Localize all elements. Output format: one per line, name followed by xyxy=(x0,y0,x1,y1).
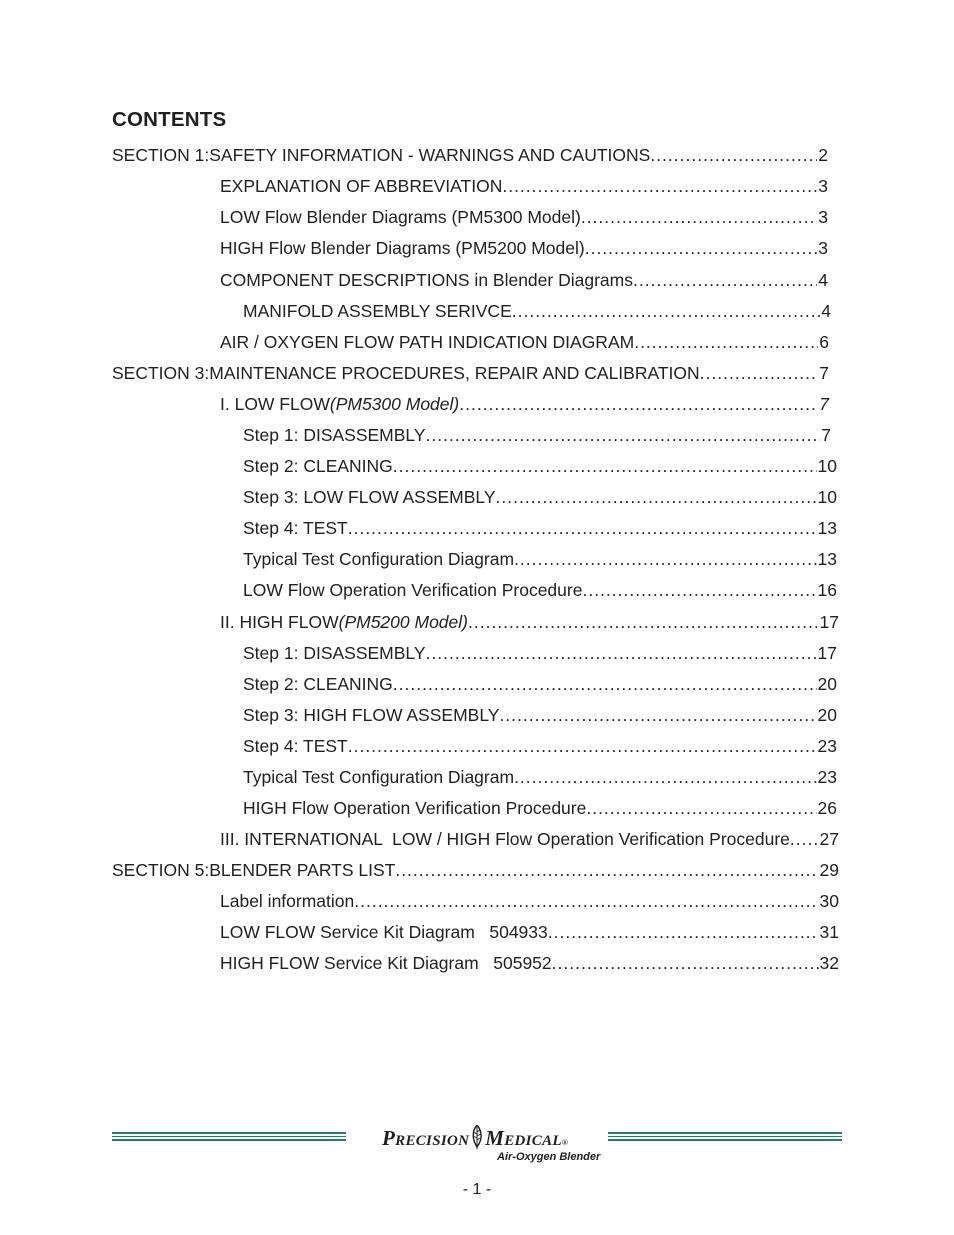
toc-leader-dots xyxy=(468,612,819,633)
toc-entry-title: LOW FLOW Service Kit Diagram 504933 xyxy=(220,922,548,942)
logo-wordmark xyxy=(382,1125,568,1151)
toc-entry[interactable] xyxy=(243,643,837,665)
toc-leader-dots xyxy=(512,301,821,322)
toc-leader-dots xyxy=(459,394,818,415)
toc-entry-title: I. LOW FLOW xyxy=(220,394,330,414)
toc-entry[interactable] xyxy=(220,829,839,851)
toc-page-number: 7 xyxy=(819,394,829,414)
logo-word-edical: EDICAL xyxy=(504,1133,562,1149)
toc-entry-title: EXPLANATION OF ABBREVIATION xyxy=(220,176,503,196)
toc-leader-dots xyxy=(348,736,817,757)
toc-entry-title: Step 1: DISASSEMBLY xyxy=(243,643,426,663)
toc-leader-dots xyxy=(499,705,816,726)
toc-page-number: 32 xyxy=(819,953,839,973)
toc-leader-dots xyxy=(581,207,817,228)
toc-entry[interactable] xyxy=(243,456,837,478)
toc-entry[interactable] xyxy=(220,612,839,634)
logo-initial-p: P xyxy=(382,1126,396,1150)
toc-entry[interactable] xyxy=(112,860,839,882)
toc-leader-dots xyxy=(348,518,817,539)
toc-leader-dots xyxy=(790,829,819,850)
toc-entry[interactable] xyxy=(243,549,837,571)
toc-entry[interactable] xyxy=(243,767,837,789)
toc-entry-title: Step 1: DISASSEMBLY xyxy=(243,425,426,445)
toc-entry[interactable] xyxy=(243,674,837,696)
toc-section-prefix: SECTION 3: xyxy=(112,363,210,383)
toc-page-number: 3 xyxy=(818,207,828,227)
toc-page-number: 30 xyxy=(819,891,839,911)
toc-page-number: 20 xyxy=(817,674,837,694)
toc-leader-dots xyxy=(426,425,821,446)
footer-rule-left xyxy=(112,1132,346,1144)
toc-entry[interactable] xyxy=(220,922,839,944)
toc-section-prefix: SECTION 1: xyxy=(112,145,210,165)
toc-page-number: 27 xyxy=(819,829,839,849)
toc-entry-title: Typical Test Configuration Diagram xyxy=(243,549,515,569)
toc-entry-title: MAINTENANCE PROCEDURES, REPAIR AND CALIBRATION xyxy=(209,363,700,383)
toc-entry[interactable] xyxy=(243,425,831,447)
toc-entry-title: Step 2: CLEANING xyxy=(243,456,393,476)
toc-page-number: 4 xyxy=(818,270,828,290)
toc-entry-title: SAFETY INFORMATION - WARNINGS AND CAUTIONS xyxy=(209,145,651,165)
toc-page-number: 10 xyxy=(817,456,837,476)
toc-page-number: 13 xyxy=(817,549,837,569)
toc-leader-dots xyxy=(514,549,816,570)
toc-page-number: 29 xyxy=(819,860,839,880)
toc-entry[interactable] xyxy=(243,518,837,540)
toc-leader-dots xyxy=(650,145,817,166)
toc-model-note: (PM5200 Model) xyxy=(338,612,468,632)
toc-entry[interactable] xyxy=(243,798,837,820)
toc-leader-dots xyxy=(548,922,819,943)
toc-entry[interactable] xyxy=(220,332,829,354)
toc-entry[interactable] xyxy=(112,363,829,385)
registered-trademark: ® xyxy=(561,1138,569,1147)
toc-entry-title: II. HIGH FLOW xyxy=(220,612,339,632)
toc-entry-title: Step 3: LOW FLOW ASSEMBLY xyxy=(243,487,496,507)
toc-model-note: (PM5300 Model) xyxy=(329,394,460,414)
toc-entry-title: HIGH Flow Operation Verification Procedure xyxy=(243,798,587,818)
logo-initial-m: M xyxy=(485,1126,505,1150)
toc-entry[interactable] xyxy=(220,270,828,292)
toc-entry[interactable] xyxy=(220,891,839,913)
toc-leader-dots xyxy=(582,580,816,601)
toc-entry-title: HIGH FLOW Service Kit Diagram 505952 xyxy=(220,953,552,973)
toc-page-number: 17 xyxy=(819,612,839,632)
logo-word-recision: RECISION xyxy=(395,1133,470,1149)
toc-entry[interactable] xyxy=(243,580,837,602)
toc-entry-title: III. INTERNATIONAL LOW / HIGH Flow Operation Verification Procedure xyxy=(220,829,790,849)
toc-page-number: 23 xyxy=(817,736,837,756)
toc-page-number: 7 xyxy=(819,363,829,383)
toc-entry-title: HIGH Flow Blender Diagrams (PM5200 Model) xyxy=(220,238,585,258)
toc-entry-title: Label information xyxy=(220,891,355,911)
toc-leader-dots xyxy=(426,643,817,664)
toc-page-number: 16 xyxy=(817,580,837,600)
toc-leader-dots xyxy=(496,487,817,508)
toc-page-number: 31 xyxy=(819,922,839,942)
toc-leader-dots xyxy=(634,332,818,353)
toc-entry[interactable] xyxy=(220,953,839,975)
toc-page-number: 10 xyxy=(817,487,837,507)
page-number: - 1 - xyxy=(462,1181,492,1198)
toc-page-number: 13 xyxy=(817,518,837,538)
toc-entry-title: LOW Flow Blender Diagrams (PM5300 Model) xyxy=(220,207,581,227)
toc-page-number: 3 xyxy=(818,176,828,196)
toc-leader-dots xyxy=(552,953,819,974)
toc-entry-title: Step 4: TEST xyxy=(243,518,348,538)
toc-leader-dots xyxy=(393,456,817,477)
toc-leader-dots xyxy=(586,798,816,819)
toc-page-number: 26 xyxy=(817,798,837,818)
toc-entry[interactable] xyxy=(220,238,828,260)
product-tagline: Air-Oxygen Blender xyxy=(497,1151,601,1163)
toc-page-number: 4 xyxy=(821,301,831,321)
toc-entry[interactable] xyxy=(220,176,828,198)
footer-rule-right xyxy=(608,1132,842,1144)
toc-entry[interactable] xyxy=(220,394,829,416)
toc-entry-title: LOW Flow Operation Verification Procedure xyxy=(243,580,583,600)
toc-leader-dots xyxy=(585,238,818,259)
toc-page-number: 2 xyxy=(818,145,828,165)
toc-page-number: 7 xyxy=(821,425,831,445)
toc-entry[interactable] xyxy=(243,487,837,509)
toc-page-number: 20 xyxy=(817,705,837,725)
toc-entry-title: BLENDER PARTS LIST xyxy=(209,860,396,880)
precision-medical-logo xyxy=(382,1123,612,1168)
toc-entry-title: Typical Test Configuration Diagram xyxy=(243,767,515,787)
toc-page-number: 3 xyxy=(818,238,828,258)
toc-entry-title: COMPONENT DESCRIPTIONS in Blender Diagrams xyxy=(220,270,633,290)
toc-page-number: 17 xyxy=(817,643,837,663)
toc-leader-dots xyxy=(700,363,819,384)
toc-entry[interactable] xyxy=(243,736,837,758)
toc-entry[interactable] xyxy=(243,301,831,323)
toc-entry-title: Step 2: CLEANING xyxy=(243,674,393,694)
toc-entry[interactable] xyxy=(112,145,828,167)
toc-entry-title: Step 4: TEST xyxy=(243,736,348,756)
leaf-icon xyxy=(470,1125,484,1149)
toc-page-number: 23 xyxy=(817,767,837,787)
toc-leader-dots xyxy=(395,860,818,881)
toc-section-prefix: SECTION 5: xyxy=(112,860,210,880)
toc-entry-title: MANIFOLD ASSEMBLY SERIVCE xyxy=(243,301,512,321)
toc-leader-dots xyxy=(502,176,817,197)
toc-entry-title: AIR / OXYGEN FLOW PATH INDICATION DIAGRAM xyxy=(220,332,635,352)
toc-leader-dots xyxy=(633,270,817,291)
toc-leader-dots xyxy=(514,767,816,788)
toc-entry[interactable] xyxy=(220,207,828,229)
toc-page-number: 6 xyxy=(819,332,829,352)
toc-entry[interactable] xyxy=(243,705,837,727)
toc-leader-dots xyxy=(393,674,817,695)
contents-heading: CONTENTS xyxy=(112,108,227,131)
toc-leader-dots xyxy=(354,891,818,912)
toc-entry-title: Step 3: HIGH FLOW ASSEMBLY xyxy=(243,705,500,725)
